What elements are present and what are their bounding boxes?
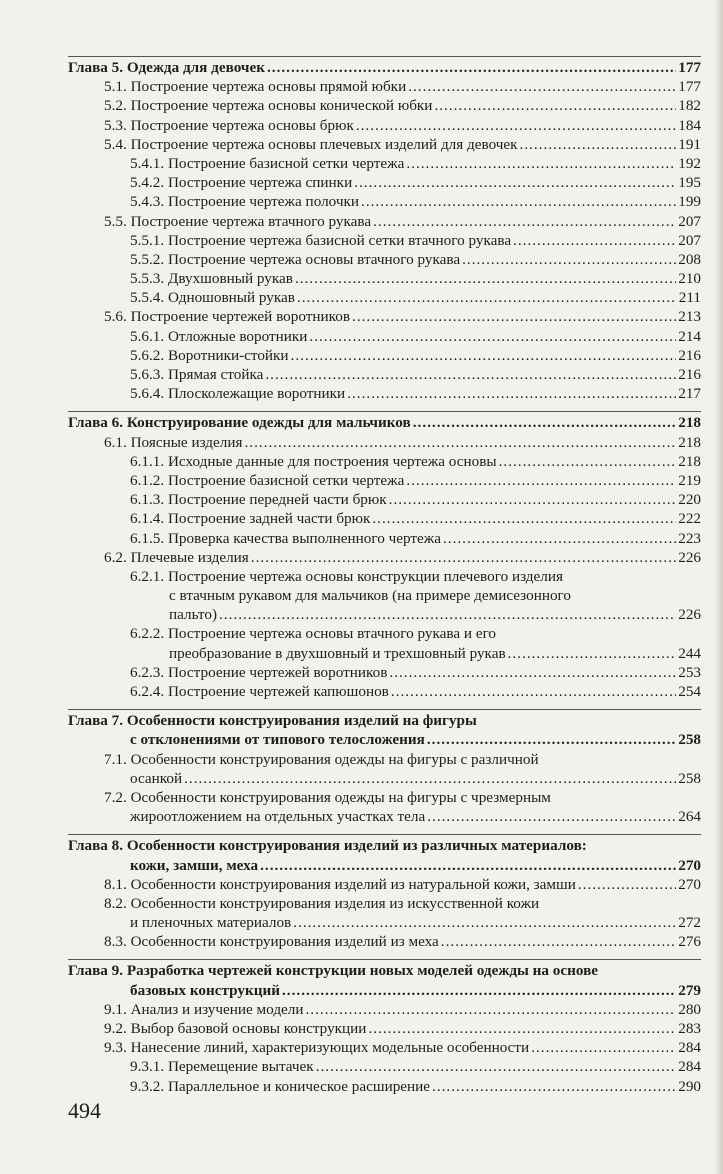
dot-leader [413, 413, 677, 432]
dot-leader [434, 96, 676, 115]
toc-entry [68, 750, 701, 788]
entry-page-number: 213 [678, 308, 701, 326]
entry-title-line: Глава 6. Конструирование одежды для мальчиков [68, 414, 411, 432]
toc-entry [68, 624, 701, 662]
toc-entry [68, 116, 701, 135]
entry-title-line: 6.2.1. Построение чертежа основы конструкции плечевого изделия [130, 567, 563, 585]
dot-leader [354, 173, 676, 192]
entry-page-number: 226 [678, 548, 701, 566]
dot-leader [291, 346, 677, 365]
toc-entry [68, 212, 701, 231]
entry-page-number: 207 [678, 231, 701, 249]
entry-page-number: 219 [678, 471, 701, 489]
entry-title-line: 6.2.2. Построение чертежа основы втачного рукава и его [130, 625, 497, 643]
entry-title-line: 7.2. Особенности конструирования одежды на фигуры с чрезмерным [104, 788, 551, 806]
dot-leader [372, 509, 676, 528]
entry-page-number: 207 [678, 212, 701, 230]
toc-entry [68, 529, 701, 548]
entry-title-line: 5.5.3. Двухшовный рукав [130, 270, 293, 288]
dot-leader [520, 135, 677, 154]
entry-title-line: 6.1. Поясные изделия [104, 433, 243, 451]
page-number: 494 [68, 1098, 101, 1123]
entry-page-number: 191 [678, 135, 701, 153]
dot-leader [441, 932, 676, 951]
toc-entry [68, 192, 701, 211]
table-of-contents [68, 56, 701, 1104]
entry-title-line: 5.4.1. Построение базисной сетки чертежа [130, 154, 405, 172]
dot-leader [295, 269, 676, 288]
dot-leader [219, 605, 676, 624]
entry-page-number: 218 [678, 452, 701, 470]
entry-title-line: 5.5.2. Построение чертежа основы втачного рукава [130, 250, 461, 268]
dot-leader [260, 856, 676, 875]
toc-entry [68, 327, 701, 346]
entry-title-line: 5.4. Построение чертежа основы плечевых изделий для девочек [104, 135, 518, 153]
entry-page-number: 222 [678, 510, 701, 528]
dot-leader [443, 529, 676, 548]
dot-leader [356, 116, 676, 135]
entry-title-line: 8.2. Особенности конструирования изделия из искусственной кожи [104, 894, 540, 912]
entry-page-number: 177 [678, 78, 701, 96]
dot-leader [265, 365, 676, 384]
entry-page-number: 284 [678, 1058, 701, 1076]
entry-page-number: 272 [678, 914, 701, 932]
chapter-section [68, 959, 701, 1095]
entry-title-line: Глава 8. Особенности конструирования изделий из различных материалов: [68, 837, 587, 855]
toc-entry [68, 663, 701, 682]
toc-entry [68, 135, 701, 154]
toc-entry [68, 1077, 701, 1096]
entry-title-line: 6.1.3. Построение передней части брюк [130, 491, 387, 509]
entry-title-line: 5.4.3. Построение чертежа полочки [130, 193, 360, 211]
dot-leader [389, 663, 676, 682]
dot-leader [316, 1057, 677, 1076]
entry-page-number: 280 [678, 1000, 701, 1018]
entry-page-number: 270 [678, 875, 701, 893]
entry-title-line: 6.1.1. Исходные данные для построения чертежа основы [130, 452, 497, 470]
dot-leader [427, 730, 676, 749]
dot-leader [513, 231, 676, 250]
dot-leader [282, 981, 676, 1000]
entry-title-line: 5.1. Построение чертежа основы прямой юбки [104, 78, 407, 96]
entry-title-line: преобразование в двухшовный и трехшовный рукав [169, 644, 506, 662]
dot-leader [408, 77, 676, 96]
entry-title-line: 5.6. Построение чертежей воротников [104, 308, 351, 326]
entry-page-number: 220 [678, 491, 701, 509]
dot-leader [267, 58, 676, 77]
entry-page-number: 218 [678, 414, 701, 432]
toc-entry [68, 682, 701, 701]
entry-page-number: 182 [678, 97, 701, 115]
dot-leader [508, 644, 677, 663]
toc-entry [68, 452, 701, 471]
dot-leader [368, 1019, 676, 1038]
entry-title-line: 6.1.2. Построение базисной сетки чертежа [130, 471, 405, 489]
entry-page-number: 244 [678, 644, 701, 662]
entry-page-number: 270 [678, 856, 701, 874]
entry-title-line: 6.2. Плечевые изделия [104, 548, 249, 566]
entry-page-number: 283 [678, 1020, 701, 1037]
toc-entry [68, 567, 701, 625]
entry-page-number: 177 [678, 59, 701, 76]
entry-page-number: 184 [678, 116, 701, 134]
entry-page-number: 216 [678, 366, 701, 383]
entry-title-line: Глава 7. Особенности конструирования изделий на фигуры [68, 712, 477, 730]
entry-title-line: 7.1. Особенности конструирования одежды на фигуры с различной [104, 750, 539, 768]
entry-page-number: 290 [678, 1077, 701, 1095]
entry-title-line: осанкой [130, 769, 183, 787]
entry-page-number: 218 [678, 433, 701, 451]
chapter-section [68, 834, 701, 951]
entry-title-line: и пленочных материалов [130, 914, 292, 932]
chapter-heading [68, 58, 701, 77]
chapter-heading [68, 961, 701, 999]
dot-leader [499, 452, 677, 471]
toc-entry [68, 1038, 701, 1057]
entry-title-line: с отклонениями от типового телосложения [130, 731, 425, 749]
entry-title-line: 5.5.1. Построение чертежа базисной сетки втачного рукава [130, 231, 512, 249]
entry-title-line: 5.2. Построение чертежа основы конической юбки [104, 97, 433, 115]
entry-title-line: 8.3. Особенности конструирования изделий из меха [104, 933, 439, 951]
dot-leader [389, 490, 677, 509]
entry-page-number: 258 [678, 769, 701, 787]
entry-title-line: кожи, замши, меха [130, 856, 259, 874]
entry-title-line: 5.6.1. Отложные воротники [130, 327, 308, 345]
toc-entry [68, 288, 701, 307]
toc-entry [68, 509, 701, 528]
entry-title-line: жироотложением на отдельных участках тела [130, 808, 426, 826]
dot-leader [293, 913, 676, 932]
entry-page-number: 284 [678, 1039, 701, 1057]
toc-entry [68, 365, 701, 384]
chapter-heading [68, 836, 701, 874]
toc-entry [68, 231, 701, 250]
entry-title-line: 5.3. Построение чертежа основы брюк [104, 116, 354, 134]
entry-page-number: 208 [678, 250, 701, 268]
dot-leader [184, 769, 676, 788]
entry-title-line: 9.3. Нанесение линий, характеризующих модельные особенности [104, 1039, 530, 1057]
toc-entry [68, 77, 701, 96]
toc-entry [68, 154, 701, 173]
entry-title-line: 6.2.3. Построение чертежей воротников [130, 663, 388, 681]
entry-title-line: 5.6.3. Прямая стойка [130, 366, 264, 383]
toc-entry [68, 384, 701, 403]
toc-entry [68, 875, 701, 894]
toc-entry [68, 269, 701, 288]
entry-page-number: 216 [678, 346, 701, 364]
toc-entry [68, 1000, 701, 1019]
toc-entry [68, 788, 701, 826]
entry-page-number: 226 [678, 606, 701, 624]
entry-page-number: 264 [678, 808, 701, 826]
dot-leader [531, 1038, 676, 1057]
entry-page-number: 192 [678, 154, 701, 172]
entry-title-line: 9.3.2. Параллельное и коническое расширение [130, 1077, 431, 1095]
entry-page-number: 279 [678, 981, 701, 999]
dot-leader [462, 250, 676, 269]
dot-leader [361, 192, 676, 211]
entry-page-number: 258 [678, 731, 701, 749]
entry-title-line: 8.1. Особенности конструирования изделий из натуральной кожи, замши [104, 875, 576, 893]
entry-title-line: 6.1.4. Построение задней части брюк [130, 510, 371, 528]
toc-entry [68, 433, 701, 452]
dot-leader [391, 682, 676, 701]
toc-entry [68, 490, 701, 509]
chapter-heading [68, 711, 701, 749]
entry-page-number: 195 [678, 174, 701, 192]
dot-leader [406, 471, 676, 490]
toc-entry [68, 932, 701, 951]
dot-leader [432, 1077, 676, 1096]
entry-page-number: 254 [678, 683, 701, 700]
dot-leader [347, 384, 676, 403]
entry-page-number: 211 [678, 289, 701, 307]
chapter-section [68, 56, 701, 403]
entry-page-number: 253 [678, 663, 701, 681]
dot-leader [251, 548, 676, 567]
entry-title-line: 9.3.1. Перемещение вытачек [130, 1058, 314, 1076]
entry-title-line: с втачным рукавом для мальчиков (на примере демисезонного [169, 587, 571, 605]
entry-title-line: пальто) [169, 606, 218, 624]
entry-page-number: 217 [678, 385, 701, 403]
dot-leader [427, 807, 676, 826]
toc-entry [68, 471, 701, 490]
toc-entry [68, 96, 701, 115]
entry-title-line: 5.4.2. Построение чертежа спинки [130, 174, 353, 192]
dot-leader [373, 212, 676, 231]
entry-title-line: 5.6.2. Воротники-стойки [130, 346, 289, 364]
dot-leader [306, 1000, 677, 1019]
toc-entry [68, 307, 701, 326]
dot-leader [244, 433, 676, 452]
chapter-section [68, 709, 701, 826]
entry-page-number: 276 [678, 933, 701, 951]
entry-title-line: базовых конструкций [130, 981, 280, 999]
chapter-heading [68, 413, 701, 432]
entry-title-line: 5.6.4. Плосколежащие воротники [130, 385, 346, 403]
entry-page-number: 223 [678, 529, 701, 547]
chapter-section [68, 411, 701, 701]
entry-page-number: 214 [678, 327, 701, 345]
entry-title-line: Глава 9. Разработка чертежей конструкции новых моделей одежды на основе [68, 962, 599, 980]
dot-leader [309, 327, 676, 346]
entry-title-line: 9.1. Анализ и изучение модели [104, 1000, 304, 1018]
toc-entry [68, 548, 701, 567]
entry-title-line: 5.5.4. Одношовный рукав [130, 289, 295, 307]
entry-title-line: Глава 5. Одежда для девочек [68, 59, 265, 76]
toc-entry [68, 1057, 701, 1076]
entry-title-line: 5.5. Построение чертежа втачного рукава [104, 212, 372, 230]
dot-leader [352, 307, 676, 326]
toc-entry [68, 894, 701, 932]
toc-entry [68, 1019, 701, 1038]
dot-leader [578, 875, 676, 894]
entry-title-line: 6.1.5. Проверка качества выполненного чертежа [130, 529, 441, 547]
toc-entry [68, 250, 701, 269]
dot-leader [406, 154, 676, 173]
dot-leader [297, 288, 677, 307]
page-edge-shadow [715, 0, 723, 1174]
entry-title-line: 9.2. Выбор базовой основы конструкции [104, 1020, 367, 1037]
entry-page-number: 210 [678, 270, 701, 288]
toc-entry [68, 346, 701, 365]
entry-page-number: 199 [678, 193, 701, 211]
toc-entry [68, 173, 701, 192]
entry-title-line: 6.2.4. Построение чертежей капюшонов [130, 683, 389, 700]
